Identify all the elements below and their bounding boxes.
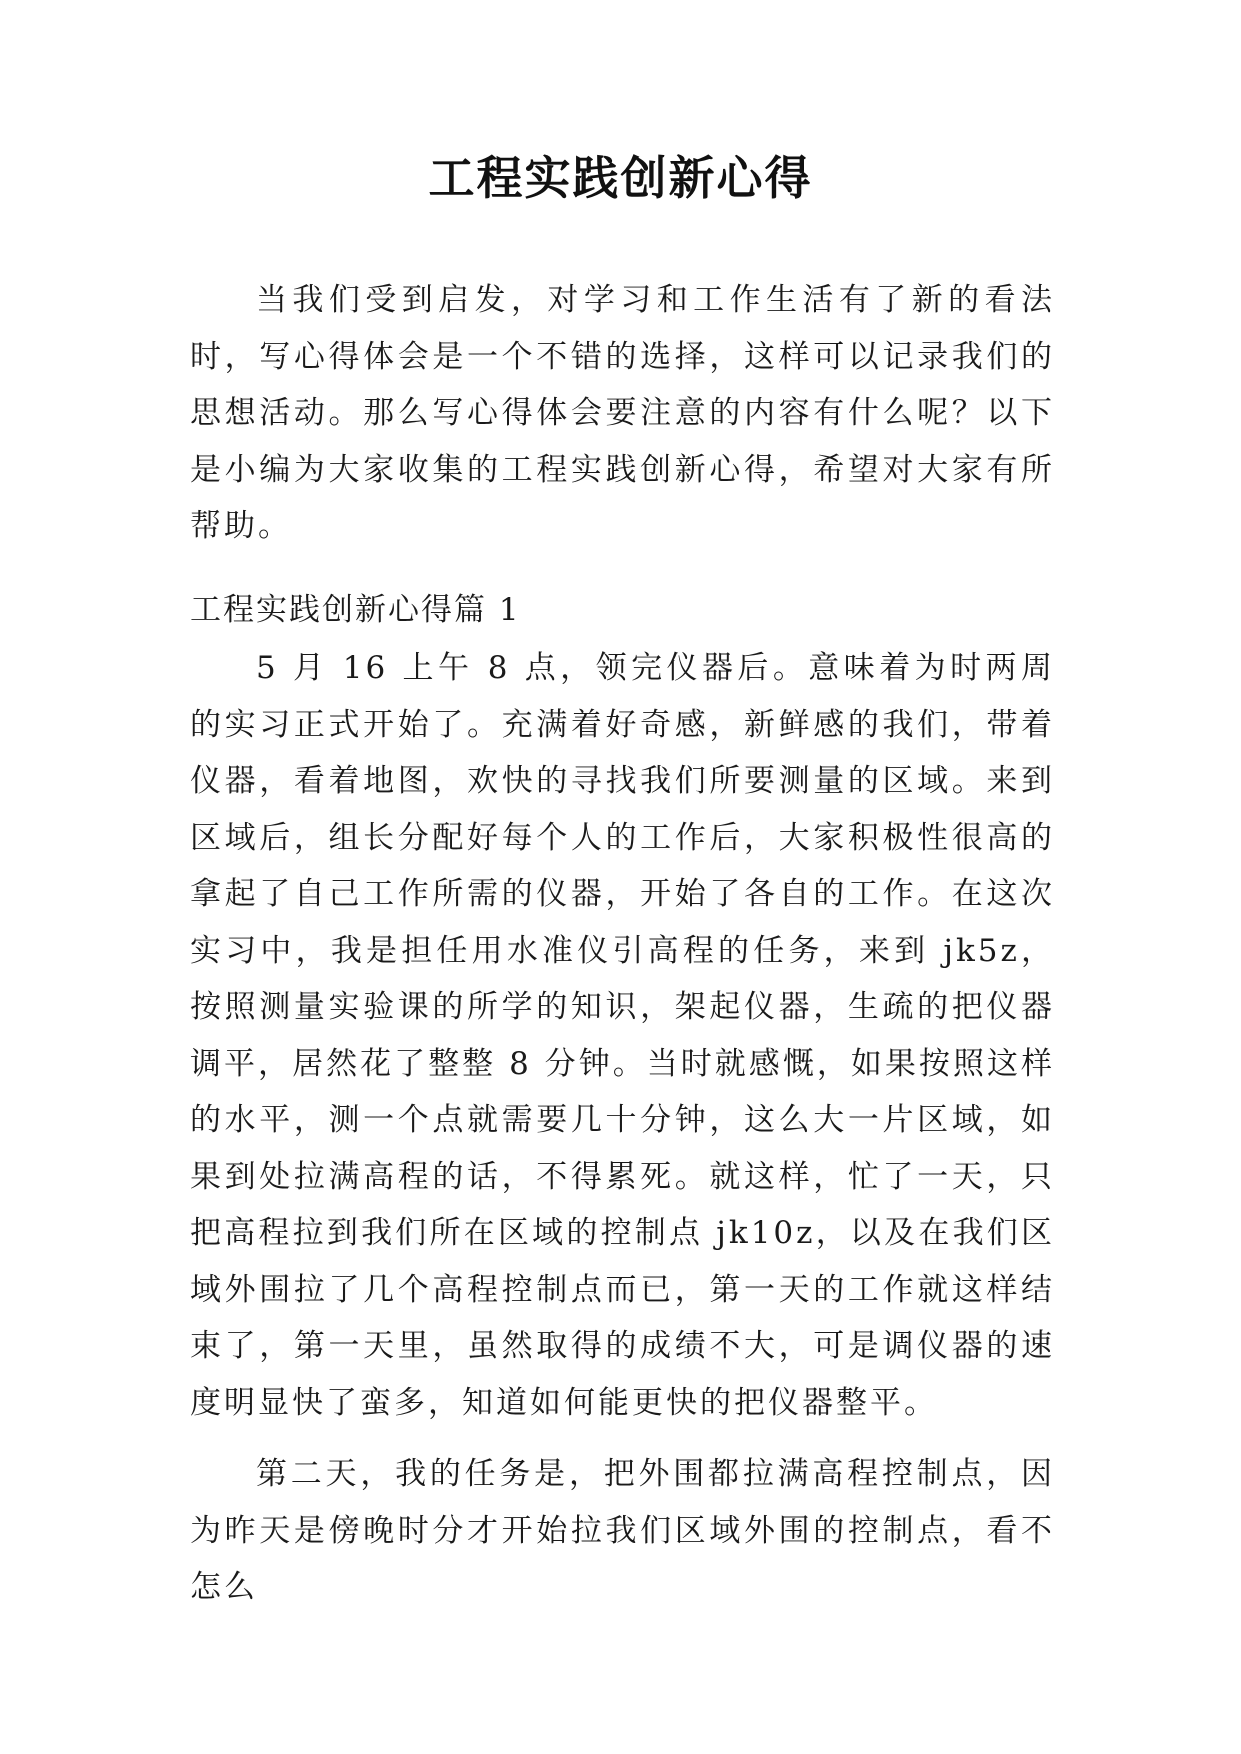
body-paragraph-2: 第二天，我的任务是，把外围都拉满高程控制点，因为昨天是傍晚时分才开始拉我们区域外围的控制点，看不怎么 <box>190 1456 1055 1605</box>
section-heading: 工程实践创新心得篇 1 <box>190 592 521 628</box>
body-paragraph-1: 5 月 16 上午 8 点，领完仪器后。意味着为时两周的实习正式开始了。充满着好奇感，新鲜感的我们，带着仪器，看着地图，欢快的寻找我们所要测量的区域。来到区域后，组长分配好每个人的工作后，大家积极性很高的拿起了自己工作所需的仪器，开始了各自的工作。在这次实习中，我是担任用水准仪引高程的任务，来到 jk5z，按照测量实验课的所学的知识，架起仪器，生疏的把仪器调平，居然花了整整 8 分钟。当时就感慨，如果按照这样的水平，测一个点就需要几十分钟，这么大一片区域，如果到处拉满高程的话，不得累死。就这样，忙了一天，只把高程拉到我们所在区域的控制点 jk10z，以及在我们区域外围拉了几个高程控制点而已，第一天的工作就这样结束了，第一天里，虽然取得的成绩不大，可是调仪器的速度明显快了蛮多，知道如何能更快的把仪器整平。 <box>190 650 1055 1421</box>
intro-paragraph: 当我们受到启发，对学习和工作生活有了新的看法时，写心得体会是一个不错的选择，这样可以记录我们的思想活动。那么写心得体会要注意的内容有什么呢？以下是小编为大家收集的工程实践创新心得，希望对大家有所帮助。 <box>190 282 1055 544</box>
document-title: 工程实践创新心得 <box>428 151 813 205</box>
